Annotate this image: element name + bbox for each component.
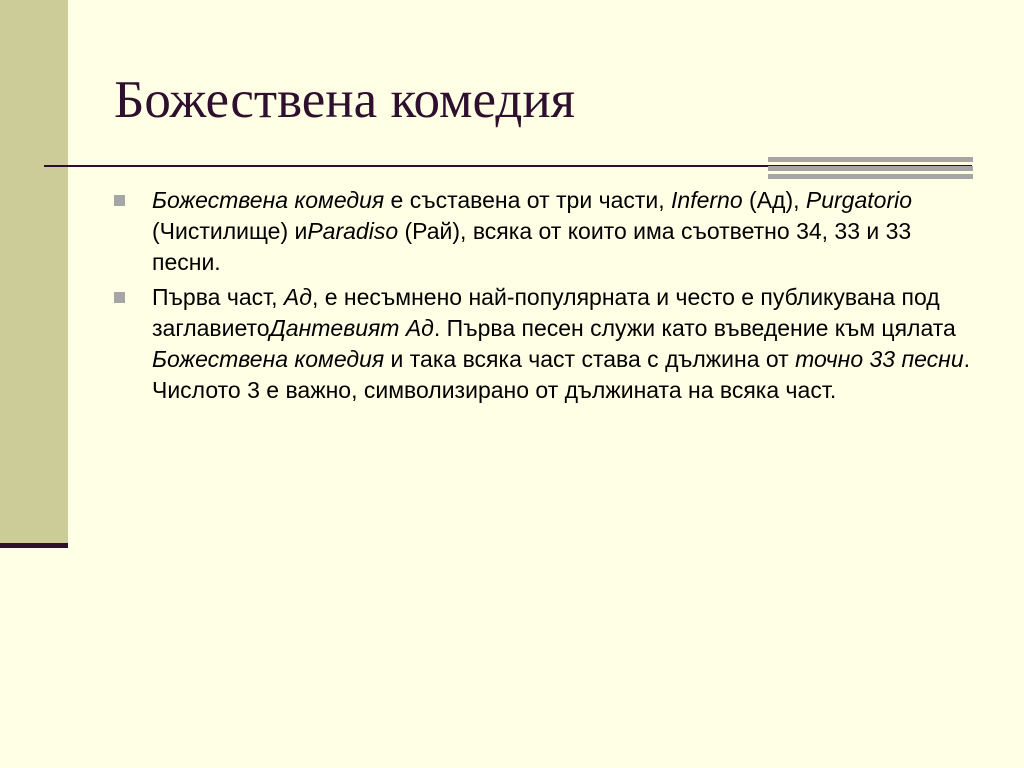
text-run: Първа част, xyxy=(152,284,284,310)
left-decorative-band xyxy=(0,0,68,545)
text-run: . Числото 3 е важно, символизирано от дължината на всяка част. xyxy=(152,346,971,403)
text-run: е съставена от три части, xyxy=(384,187,672,213)
text-run: Paradiso xyxy=(307,218,399,244)
text-run: . Първа песен служи като въведение към цялата xyxy=(433,315,956,341)
bullet-text xyxy=(152,284,970,403)
accent-bars xyxy=(768,157,973,179)
text-run: (Ад), xyxy=(742,187,806,213)
text-run: (Чистилище) и xyxy=(152,218,308,244)
text-run: Ад xyxy=(283,284,312,310)
text-run: Божествена комедия xyxy=(152,346,385,372)
square-bullet-icon xyxy=(114,195,125,206)
text-run: Purgatorio xyxy=(805,187,913,213)
left-band-rule xyxy=(0,543,68,548)
accent-bar xyxy=(768,157,973,162)
square-bullet-icon xyxy=(114,292,125,303)
bullet-text xyxy=(152,187,912,275)
text-run: (Рай), всяка от които има съответно 34, 33 и 33 песни. xyxy=(152,218,912,275)
text-run: , е несъмнено най-популярната и често е публикувана под заглавието xyxy=(152,284,940,341)
text-run: Божествена комедия xyxy=(152,187,385,213)
bullet-item xyxy=(112,282,982,406)
text-run: и така всяка част става с дължина от xyxy=(384,346,796,372)
bullet-item xyxy=(112,185,982,278)
bullet-list xyxy=(112,185,982,410)
text-run: Дантевият Ад xyxy=(269,315,434,341)
text-run: Inferno xyxy=(671,187,743,213)
accent-bar xyxy=(768,166,973,171)
accent-bar xyxy=(768,174,973,179)
slide-title: Божествена комедия xyxy=(114,71,576,129)
text-run: точно 33 песни xyxy=(795,346,964,372)
